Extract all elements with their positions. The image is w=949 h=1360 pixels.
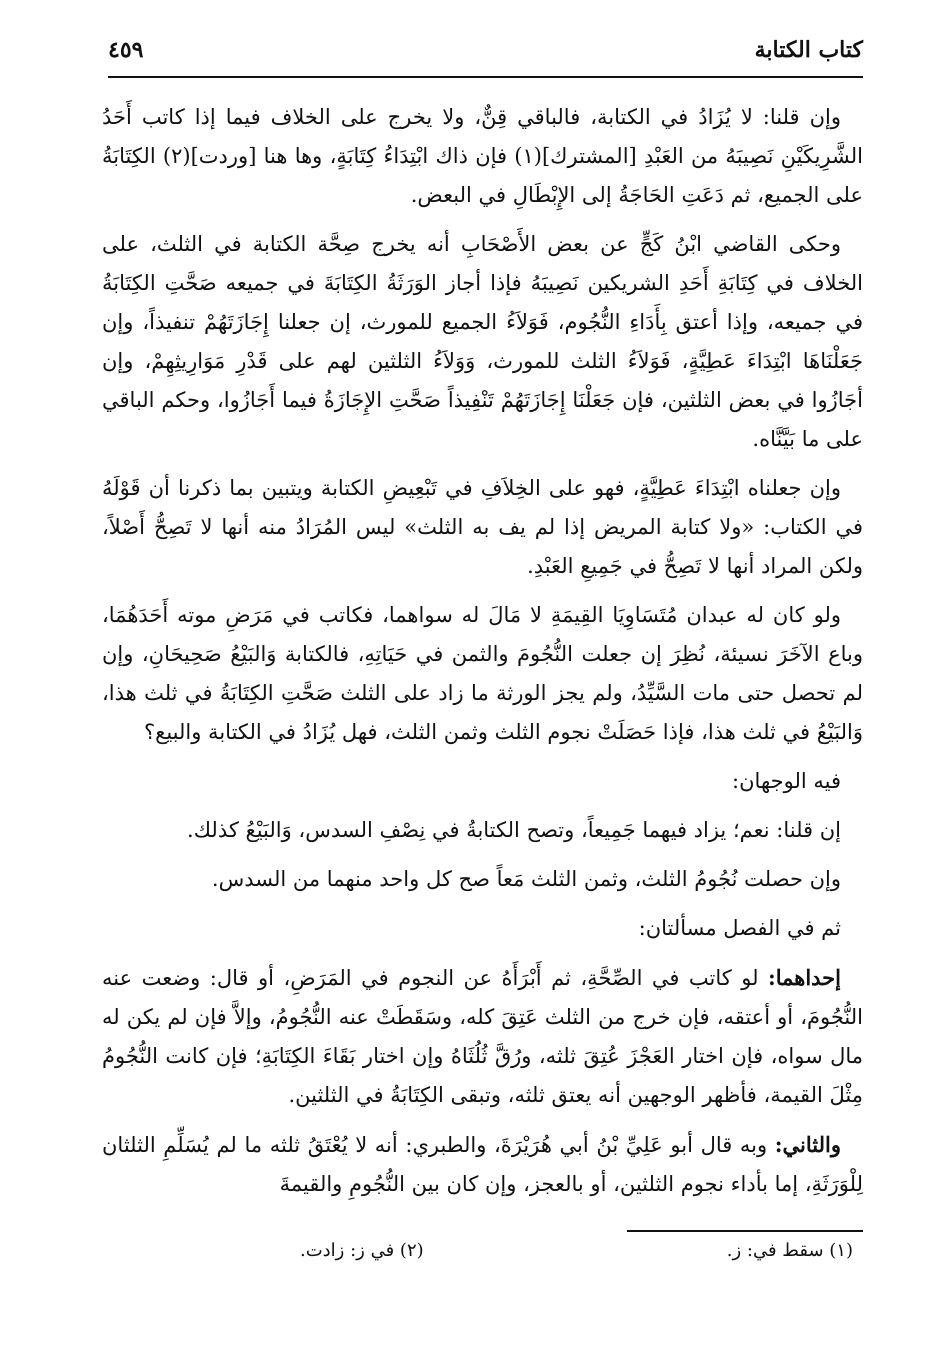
paragraph-text: لو كاتب في الصِّحَّةِ، ثم أَبْرَأَهُ عن النجوم في المَرَضِ، أو قال: وضعت عنه النُّجُومَ، أو أعتقه، فإن خرج من الثلث عَتِقَ كله، وسَقَطَتْ عنه النُّجُومُ، وإلاَّ فإن لم يكن له مال سواه، فإن اختار العَجْزَ عُتِقَ ثلثه، ورُقَّ ثُلُثَاهُ وإن اختار بَقَاءَ الكِتَابَةِ؛ فإن كانت النُّجُومُ مِثْلَ القيمة، فأظهر الوجهين أنه يعتق ثلثه، وتبقى الكِتَابَةُ في الثلثين. xyxy=(102,966,863,1107)
paragraph-text: ثم في الفصل مسألتان: xyxy=(638,916,841,940)
footnote-rule xyxy=(627,1230,863,1232)
paragraph-lead: والثاني: xyxy=(774,1132,841,1157)
paragraph-2 xyxy=(102,225,863,459)
paragraph-1 xyxy=(102,98,863,215)
paragraph-3 xyxy=(102,469,863,586)
paragraph-6 xyxy=(102,811,863,850)
paragraph-text: وإن قلنا: لا يُزَادُ في الكتابة، فالباقي قِنٌّ، ولا يخرج على الخلاف فيما إذا كاتب أَحَدُ الشَّرِيكَيْنِ نَصِيبَهُ من العَبْدِ [المشترك](١) فإن ذاك ابْتِدَاءُ كِتَابَةٍ، وها هنا [وردت](٢) الكِتَابَةُ على الجميع، ثم دَعَتِ الحَاجَةُ إلى الإِبْطَالِ في البعض. xyxy=(102,105,863,207)
main-text xyxy=(102,98,863,1214)
paragraph-lead: إحداهما: xyxy=(767,965,841,990)
paragraph-text: وإن حصلت نُجُومُ الثلث، وثمن الثلث مَعاً صح كل واحد منهما من السدس. xyxy=(211,867,841,891)
paragraph-7 xyxy=(102,860,863,899)
paragraph-text: وحكى القاضي ابْنُ كَجٍّ عن بعض الأَصْحَابِ أنه يخرج صِحَّة الكتابة في الثلث، على الخلاف في كِتَابَةِ أَحَدِ الشريكين نَصِيبَهُ فإذا أجاز الوَرَثَةُ الكِتَابَةَ في جميعه صَحَّتِ الكِتَابَةُ في جميعه، وإذا أعتق بِأَدَاءِ النُّجُوم، فَوَلاَءُ الجميع للمورث، إن جعلنا إِجَازَتَهُمْ تنفيذاً، وإن جَعَلْنَاهَا ابْتِدَاءَ عَطِيَّةٍ، فَوَلاَءُ الثلث للمورث، وَوَلاَءُ الثلثين لهم على قَدْرِ مَوَارِيثِهِمْ، وإن أجَازُوا في بعض الثلثين، فإن جَعَلْنَا إِجَازَتَهُمْ تَنْفِيذاً صَحَّتِ الإِجَازَةُ فيما أَجَازُوا، وحكم الباقي على ما بَيَّنَّاه. xyxy=(102,232,863,451)
book-title: كتاب الكتابة xyxy=(754,37,863,63)
footnotes xyxy=(300,1240,853,1261)
paragraph-10 xyxy=(102,1125,863,1204)
footnote-1: (١) سقط في: ز. xyxy=(726,1240,853,1261)
paragraph-text: وإن جعلناه ابْتِدَاءَ عَطِيَّةٍ، فهو على الخِلاَفِ في تَبْعِيضِ الكتابة ويتبين بما ذكرنا أن قَوْلَهُ في الكتاب: «ولا كتابة المريض إذا لم يف به الثلث» ليس المُرَادُ منه أنها لا تَصِحُّ أَصْلاً، ولكن المراد أنها لا تَصِحُّ في جَمِيعِ العَبْدِ. xyxy=(102,476,863,578)
paragraph-5 xyxy=(102,762,863,801)
header-rule xyxy=(108,76,863,78)
paragraph-text: وبه قال أبو عَلِيِّ بْنُ أبي هُرَيْرَةَ، والطبري: أنه لا يُعْتَقُ ثلثه ما لم يُسَلِّمِ الثلثان لِلْوَرَثَةِ، إما بأداء نجوم الثلثين، أو بالعجز، وإن كان بين النُّجُومِ والقيمةَ xyxy=(102,1133,863,1196)
running-header xyxy=(108,30,863,70)
paragraph-text: فيه الوجهان: xyxy=(732,769,841,793)
paragraph-4 xyxy=(102,596,863,752)
paragraph-text: ولو كان له عبدان مُتَسَاوِيَا القِيمَةِ لا مَالَ له سواهما، فكاتب في مَرَضِ موته أَحَدَهُمَا، وباع الآخَرَ نسيئة، نُظِرَ إن جعلت النُّجُومَ والثمن في حَيَاتِهِ، فالكتابة وَالبَيْعُ صَحِيحَانِ، وإن لم تحصل حتى مات السَّيِّدُ، ولم يجز الورثة ما زاد على الثلث صَحَّتِ الكِتَابَةُ في ثلث هذا، وَالبَيْعُ في ثلث هذا، فإذا حَصَلَتْ نجوم الثلث وثمن الثلث، فهل يُزَادُ في الكتابة والبيع؟ xyxy=(102,603,863,744)
paragraph-text: إن قلنا: نعم؛ يزاد فيهما جَمِيعاً، وتصح الكتابةُ في نِصْفِ السدس، وَالبَيْعُ كذلك. xyxy=(187,818,841,842)
footnote-2: (٢) في ز: زادت. xyxy=(300,1240,424,1261)
paragraph-9 xyxy=(102,958,863,1115)
paragraph-8 xyxy=(102,909,863,948)
page-number: ٤٥٩ xyxy=(108,37,144,63)
